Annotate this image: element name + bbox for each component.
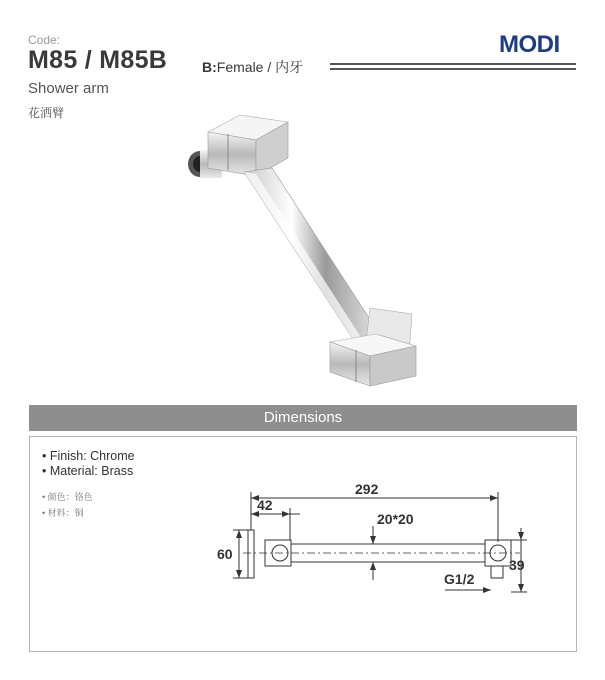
dim-depth-label: 39	[509, 557, 525, 573]
brand-logo: MODI	[499, 31, 560, 58]
spec-material-cn: • 材料：铜	[42, 508, 84, 518]
header-rule-top	[330, 63, 576, 65]
product-name-en: Shower arm	[28, 80, 109, 97]
dim-overall-label: 292	[355, 481, 379, 497]
dim-height-label: 60	[217, 546, 233, 562]
model-number: M85 / M85B	[28, 46, 168, 74]
dim-thread-label: G1/2	[444, 571, 475, 587]
product-name-cn: 花洒臂	[28, 106, 65, 120]
variant-note	[202, 57, 303, 77]
header-rule-bottom	[330, 68, 576, 70]
variant-prefix: B:	[202, 59, 217, 75]
dim-offset-label: 42	[257, 497, 273, 513]
dimensions-header: Dimensions	[29, 405, 577, 431]
shower-arm-image	[180, 110, 420, 395]
code-label: Code:	[28, 33, 61, 47]
spec-material: • Material: Brass	[42, 464, 134, 478]
technical-drawing	[215, 480, 545, 600]
spec-color-cn: • 颜色：铬色	[42, 492, 93, 502]
spec-finish: • Finish: Chrome	[42, 449, 135, 463]
dim-section-label: 20*20	[377, 511, 414, 527]
variant-text: Female / 内牙	[216, 59, 304, 75]
